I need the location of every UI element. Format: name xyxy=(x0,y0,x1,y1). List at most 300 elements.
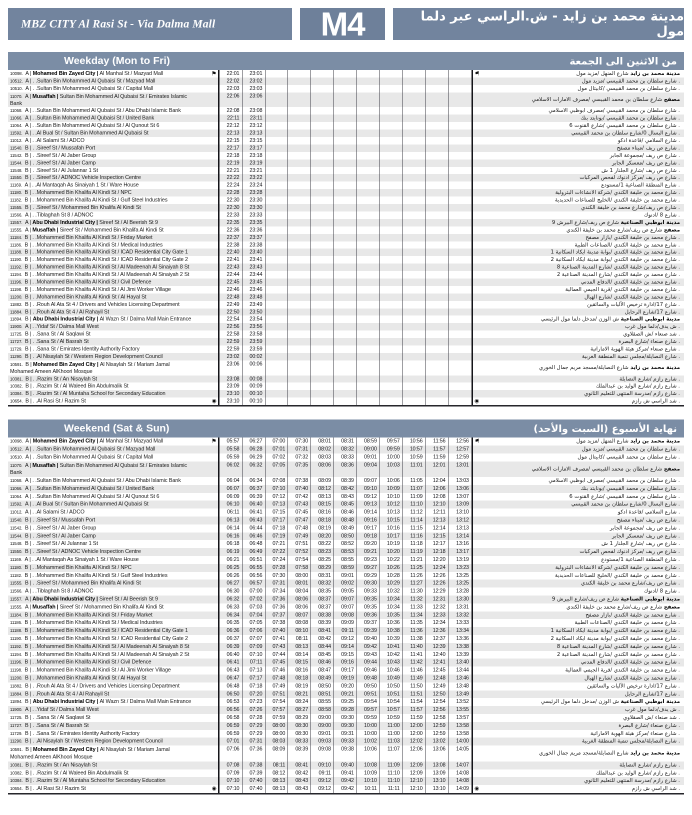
stop-row xyxy=(8,286,684,293)
stop-name: . .Al Mantaqah As Sinaiyah 1 St / Ware House xyxy=(32,556,139,563)
time-cell xyxy=(403,383,426,390)
stop-name: . .Sireef St / Al Jaber Camp xyxy=(32,159,96,166)
time-cell: 06:41 xyxy=(242,509,265,517)
time-cell: 06:04 xyxy=(220,477,243,485)
time-cell: 07:40 xyxy=(242,777,265,785)
time-cell xyxy=(403,167,426,174)
stop-name-arabic-cell xyxy=(473,769,684,777)
stop-name-arabic-cell xyxy=(473,278,684,285)
time-cell: 06:18 xyxy=(220,540,243,548)
stop-name-arabic: . شارع النصايلة/مجلس تنمية المنطقة الغربية xyxy=(581,353,680,360)
stop-id: 11548. xyxy=(10,541,24,547)
stop-direction: B | xyxy=(24,619,33,626)
stop-name-cell xyxy=(8,493,218,501)
stop-name-cell xyxy=(8,301,218,308)
stop-name-arabic-cell xyxy=(473,264,684,271)
stop-row xyxy=(8,85,684,92)
section-label-arabic: من الاثنين الى الجمعة xyxy=(569,55,677,67)
stop-name-cell xyxy=(8,730,218,738)
time-cell: 09:09 xyxy=(334,619,357,627)
zone-name: Mohamed Bin Zayed City | xyxy=(33,361,100,368)
time-cell xyxy=(403,360,426,375)
time-cell: 11:26 xyxy=(403,572,426,580)
time-cell xyxy=(448,278,471,285)
stop-name: . .Razim St / Al Muntaha School for Secondary Education xyxy=(33,390,166,397)
stop-name: Al Manhal St / Mazyad Mall xyxy=(99,438,164,445)
stop-direction: B | xyxy=(24,316,33,323)
time-cell: 23:46 xyxy=(242,286,265,293)
stop-name-arabic: شارع ص ريف/شارع محمد بن خليفة الكندي xyxy=(566,603,663,610)
time-cell: 09:21 xyxy=(334,690,357,698)
time-cell: 07:31 xyxy=(288,445,311,453)
stop-id: 11550. xyxy=(10,175,24,181)
trip-times xyxy=(218,690,473,698)
stop-name-arabic-cell xyxy=(473,286,684,293)
time-cell xyxy=(311,122,334,129)
time-cell: 11:01 xyxy=(403,461,426,477)
stop-name-cell xyxy=(8,219,218,226)
time-cell: 12:04 xyxy=(426,477,449,485)
time-cell xyxy=(288,204,311,211)
stop-name: . .Mohammed Bin Khalifa Al Kindi St / Civil Defence xyxy=(32,659,152,666)
time-cell xyxy=(311,323,334,330)
time-cell: 09:03 xyxy=(311,738,334,746)
stop-direction: A | xyxy=(24,588,33,595)
time-cell: 06:34 xyxy=(242,477,265,485)
time-cell: 10:11 xyxy=(357,785,380,793)
time-cell xyxy=(426,249,449,256)
stop-direction: B | xyxy=(24,730,33,737)
time-cell: 09:44 xyxy=(357,659,380,667)
stop-name-cell xyxy=(8,785,218,793)
stop-direction: B | xyxy=(24,159,33,166)
stop-name-cell xyxy=(8,532,218,540)
stop-name-cell xyxy=(8,308,218,315)
time-cell: 08:18 xyxy=(288,675,311,683)
time-cell: 07:08 xyxy=(220,761,243,769)
stop-direction: A | xyxy=(24,485,33,492)
stop-row xyxy=(8,130,684,137)
stop-id: 11592. xyxy=(10,501,24,507)
time-cell xyxy=(448,249,471,256)
stop-row xyxy=(8,564,684,572)
time-cell xyxy=(265,204,288,211)
stop-name-cell xyxy=(8,174,218,181)
stop-direction: B | xyxy=(24,682,33,689)
time-cell: 10:10 xyxy=(357,777,380,785)
time-cell xyxy=(426,375,449,382)
time-cell: 23:01 xyxy=(242,70,265,77)
trip-times xyxy=(218,438,473,446)
stop-row xyxy=(8,611,684,619)
time-cell xyxy=(265,390,288,397)
time-cell: 12:59 xyxy=(426,730,449,738)
time-cell: 09:37 xyxy=(357,619,380,627)
time-cell xyxy=(357,338,380,345)
stop-id: 11729. xyxy=(10,346,24,352)
time-cell: 08:21 xyxy=(288,690,311,698)
time-cell: 13:46 xyxy=(456,675,469,682)
trip-times xyxy=(218,777,473,785)
time-cell: 22:19 xyxy=(220,159,243,166)
time-cell: 10:46 xyxy=(380,667,403,675)
time-cell: 10:06 xyxy=(357,746,380,762)
time-cell xyxy=(288,144,311,151)
time-cell xyxy=(380,375,403,382)
time-cell: 23:11 xyxy=(242,115,265,122)
time-cell: 07:24 xyxy=(265,556,288,564)
trip-times xyxy=(218,635,473,643)
stop-row xyxy=(8,509,684,517)
zone-name: Mohamed Bin Zayed City | xyxy=(33,746,100,753)
stop-direction: B | xyxy=(24,532,33,539)
time-cell: 22:44 xyxy=(220,271,243,278)
stop-direction: B | xyxy=(24,643,33,650)
time-cell: 09:38 xyxy=(334,746,357,762)
time-cell xyxy=(334,383,357,390)
time-cell xyxy=(426,204,449,211)
stop-name-arabic-cell xyxy=(473,548,684,556)
time-cell xyxy=(357,264,380,271)
time-cell xyxy=(311,137,334,144)
time-cell: 22:06 xyxy=(220,92,243,107)
time-cell xyxy=(334,301,357,308)
stop-name-arabic: . شارع محمد بن خليفة الكندي /بازار مصفح xyxy=(585,611,680,618)
time-cell xyxy=(403,204,426,211)
time-cell: 08:13 xyxy=(311,493,334,501)
stop-name: Al Nisaylah St / Mariam Jamal Mohamed Ameen AlKhoori Mosque xyxy=(10,361,170,375)
stop-direction: B | xyxy=(25,398,34,405)
stop-name-arabic: . شارع سلطان بن محمد القبيسي /كابيتال مول xyxy=(577,85,680,92)
time-cell: 07:28 xyxy=(265,564,288,572)
time-cell: 06:49 xyxy=(242,548,265,556)
time-cell xyxy=(288,137,311,144)
time-cell xyxy=(311,345,334,352)
time-cell: 12:01 xyxy=(426,461,449,477)
stop-name-cell xyxy=(8,682,218,690)
time-cell: 09:39 xyxy=(357,627,380,635)
time-cell: 09:10 xyxy=(311,761,334,769)
time-cell: 09:01 xyxy=(311,730,334,738)
time-cell xyxy=(448,264,471,271)
stop-id: 11884. xyxy=(10,691,24,697)
stop-name-cell xyxy=(8,92,218,107)
trip-times xyxy=(218,453,473,461)
time-cell: 09:00 xyxy=(357,445,380,453)
time-cell xyxy=(288,398,311,405)
trip-times xyxy=(218,271,473,278)
time-cell xyxy=(265,271,288,278)
time-cell: 07:59 xyxy=(265,714,288,722)
time-cell: 09:29 xyxy=(357,572,380,580)
time-cell: 09:33 xyxy=(357,588,380,596)
time-cell: 10:20 xyxy=(380,548,403,556)
time-cell xyxy=(288,152,311,159)
stop-name-cell xyxy=(8,596,218,604)
time-cell: 07:39 xyxy=(242,769,265,777)
time-cell: 22:18 xyxy=(220,152,243,159)
stop-id: 10098. xyxy=(10,438,24,444)
time-cell xyxy=(448,286,471,293)
time-cell xyxy=(426,144,449,151)
stop-name: . .Sireef St / Mohammed Bin Khalifa Al Kindi St xyxy=(32,580,141,587)
time-cell: 11:56 xyxy=(426,438,449,446)
stop-name-cell xyxy=(8,137,218,144)
stop-name-arabic: . شارع 17/ادارة ترخيص الآليات والسائقين xyxy=(587,682,680,689)
time-cell: 07:52 xyxy=(288,548,311,556)
time-cell: 13:16 xyxy=(456,540,469,547)
stop-name-cell xyxy=(8,627,218,635)
time-cell xyxy=(448,152,471,159)
time-cell xyxy=(288,256,311,263)
time-cell xyxy=(357,107,380,114)
time-cell: 13:14 xyxy=(456,532,469,539)
time-cell xyxy=(265,167,288,174)
trip-times xyxy=(218,189,473,196)
time-cell xyxy=(448,360,471,375)
stop-direction: B | xyxy=(24,572,33,579)
time-cell xyxy=(403,77,426,84)
time-cell: 07:40 xyxy=(288,485,311,493)
time-cell: 12:26 xyxy=(426,580,449,588)
time-cell: 06:59 xyxy=(220,730,243,738)
stop-name-arabic: . شارع ص ريف /شارع الجلنار 1 ش xyxy=(601,540,680,547)
stop-row xyxy=(8,256,684,263)
time-cell: 08:53 xyxy=(334,548,357,556)
stop-name-cell xyxy=(8,667,218,675)
time-cell xyxy=(448,226,471,233)
time-cell xyxy=(357,85,380,92)
stop-row xyxy=(8,345,684,352)
stop-name: . .Rouh Al Ata St 4 / Al Rahayil St xyxy=(32,690,109,697)
stop-id: 10654. xyxy=(10,398,24,404)
time-cell: 07:02 xyxy=(265,453,288,461)
time-cell: 08:30 xyxy=(288,722,311,730)
time-cell: 13:25 xyxy=(456,580,469,587)
stop-name: . .Mohammed Bin Khalifa Al Kindi St / Friday Market xyxy=(32,611,153,618)
trip-times xyxy=(218,493,473,501)
time-cell: 13:25 xyxy=(456,572,469,579)
trip-times xyxy=(218,174,473,181)
time-cell: 06:36 xyxy=(220,627,243,635)
time-cell xyxy=(311,301,334,308)
trip-times xyxy=(218,211,473,218)
time-cell: 07:23 xyxy=(242,698,265,706)
stop-name: . .Al Salami St / ADCO xyxy=(32,509,85,516)
stop-row xyxy=(8,438,684,446)
trip-times xyxy=(218,77,473,84)
stop-direction: A | xyxy=(24,603,33,610)
stop-name-arabic-cell xyxy=(473,204,684,211)
stop-name-cell xyxy=(8,738,218,746)
trip-times xyxy=(218,286,473,293)
time-cell xyxy=(334,241,357,248)
time-cell xyxy=(380,308,403,315)
time-cell: 13:23 xyxy=(456,564,469,571)
stop-direction: B | xyxy=(24,197,33,204)
time-cell: 23:28 xyxy=(242,189,265,196)
stop-name-cell xyxy=(8,338,218,345)
time-cell: 08:31 xyxy=(311,572,334,580)
stop-direction: B | xyxy=(25,361,34,368)
time-cell: 13:58 xyxy=(456,730,469,737)
time-cell xyxy=(357,293,380,300)
time-cell: 07:00 xyxy=(265,438,288,446)
stop-name-arabic-cell xyxy=(473,152,684,159)
time-cell: 08:48 xyxy=(334,517,357,525)
time-cell: 08:13 xyxy=(288,643,311,651)
time-cell: 06:35 xyxy=(220,619,243,627)
stop-direction: B | xyxy=(24,174,33,181)
stop-name-arabic: . شارع محمد بن خليفة الكندي /الدفاع المدني xyxy=(580,659,680,666)
time-cell xyxy=(403,144,426,151)
time-cell: 07:37 xyxy=(265,611,288,619)
stop-name-arabic-cell xyxy=(473,761,684,769)
time-cell: 06:40 xyxy=(242,501,265,509)
time-cell xyxy=(426,316,449,323)
time-cell: 12:45 xyxy=(426,667,449,675)
stop-name-arabic: . شارع محمد بن خليفة الكندي /قرية الجيمي العمالية xyxy=(565,286,680,293)
stop-name-arabic-cell xyxy=(473,706,684,714)
time-cell xyxy=(334,293,357,300)
time-cell: 11:57 xyxy=(403,706,426,714)
time-cell xyxy=(265,92,288,107)
time-cell: 10:17 xyxy=(380,532,403,540)
trip-times xyxy=(218,706,473,714)
time-cell: 06:27 xyxy=(220,580,243,588)
stop-row xyxy=(8,588,684,596)
stop-row xyxy=(8,234,684,241)
time-cell: 06:25 xyxy=(220,564,243,572)
time-cell: 13:58 xyxy=(456,722,469,729)
time-cell xyxy=(426,241,449,248)
stop-name: . .Mohammed Bin Khalifa Al Kindi St / Al Hayal St xyxy=(32,293,147,300)
time-cell: 07:11 xyxy=(242,659,265,667)
time-cell: 23:38 xyxy=(242,241,265,248)
stop-name-cell xyxy=(8,453,218,461)
stop-name-arabic-cell xyxy=(473,556,684,564)
time-cell: 00:10 xyxy=(242,398,265,405)
time-cell xyxy=(403,278,426,285)
time-cell: 08:37 xyxy=(311,603,334,611)
time-cell: 08:45 xyxy=(311,651,334,659)
stop-name-cell xyxy=(8,556,218,564)
time-cell: 09:19 xyxy=(334,675,357,683)
time-cell xyxy=(426,107,449,114)
time-cell: 13:12 xyxy=(456,517,469,524)
time-cell xyxy=(426,152,449,159)
stop-name-arabic-cell xyxy=(473,383,684,390)
time-cell xyxy=(448,137,471,144)
time-cell xyxy=(334,353,357,360)
stop-name-arabic-cell xyxy=(473,501,684,509)
time-cell: 09:30 xyxy=(334,722,357,730)
time-cell xyxy=(288,271,311,278)
time-cell: 09:00 xyxy=(311,714,334,722)
stop-name-arabic: . شارع محمد بن خليفة الكندي /قرية الجيمي العمالية xyxy=(565,667,680,674)
trip-times xyxy=(218,651,473,659)
time-cell: 08:04 xyxy=(288,588,311,596)
stop-name-cell xyxy=(8,651,218,659)
time-cell xyxy=(403,390,426,397)
stop-name: . .Mohammed Bin Khalifa Al Kindi St / ICAD Residential City Gate 1 xyxy=(32,627,188,634)
time-cell: 11:49 xyxy=(403,675,426,683)
time-cell: 08:13 xyxy=(265,777,288,785)
stop-name-arabic-cell xyxy=(473,722,684,730)
stop-row xyxy=(8,375,684,382)
time-cell: 09:07 xyxy=(334,603,357,611)
time-cell: 09:10 xyxy=(357,485,380,493)
time-cell xyxy=(380,204,403,211)
time-cell: 06:33 xyxy=(220,603,243,611)
time-cell: 09:50 xyxy=(357,682,380,690)
stop-name-arabic: . شارع صنعاء /مركز هيئة الهوية الاماراتية xyxy=(590,345,680,352)
trip-times xyxy=(218,345,473,352)
stop-name-arabic-cell xyxy=(473,738,684,746)
trip-times xyxy=(218,70,473,77)
time-cell xyxy=(448,271,471,278)
stop-name-arabic-cell xyxy=(473,197,684,204)
time-cell xyxy=(426,264,449,271)
time-cell: 11:54 xyxy=(403,698,426,706)
time-cell: 07:58 xyxy=(288,564,311,572)
stop-name-arabic-cell xyxy=(473,345,684,352)
header xyxy=(0,0,692,43)
time-cell xyxy=(357,92,380,107)
time-cell: 13:48 xyxy=(456,682,469,689)
trip-times xyxy=(218,338,473,345)
time-cell: 06:11 xyxy=(220,509,243,517)
time-cell: 12:06 xyxy=(426,485,449,493)
time-cell xyxy=(311,331,334,338)
time-cell: 09:05 xyxy=(334,588,357,596)
time-cell: 09:43 xyxy=(357,651,380,659)
time-cell xyxy=(357,211,380,218)
time-cell xyxy=(288,70,311,77)
time-cell xyxy=(403,331,426,338)
time-cell: 13:01 xyxy=(456,461,469,468)
time-cell xyxy=(380,144,403,151)
time-cell: 07:49 xyxy=(265,682,288,690)
time-cell: 12:33 xyxy=(426,611,449,619)
time-cell: 11:11 xyxy=(380,785,403,793)
stop-name: Al Nisaylah St / Mariam Jamal Mohamed Ameen AlKhoori Mosque xyxy=(10,746,170,760)
zone-name: Musaffah | xyxy=(32,462,60,469)
time-cell xyxy=(265,226,288,233)
trip-times xyxy=(218,761,473,769)
time-cell: 07:28 xyxy=(242,714,265,722)
time-cell: 22:30 xyxy=(220,197,243,204)
time-cell: 09:12 xyxy=(311,777,334,785)
zone-name-arabic: مدينة محمد بن زايد xyxy=(628,70,680,77)
stop-direction: B | xyxy=(24,167,33,174)
start-flag-icon: ⚑ xyxy=(211,70,217,77)
time-cell: 10:00 xyxy=(380,453,403,461)
time-cell: 08:39 xyxy=(288,746,311,762)
time-cell xyxy=(403,115,426,122)
time-cell: 08:44 xyxy=(311,643,334,651)
time-cell: 08:43 xyxy=(288,777,311,785)
trip-times xyxy=(218,485,473,493)
time-cell xyxy=(426,308,449,315)
time-cell: 10:15 xyxy=(380,517,403,525)
time-cell: 23:15 xyxy=(242,137,265,144)
time-cell xyxy=(288,331,311,338)
stop-direction: B | xyxy=(24,659,33,666)
route-badge xyxy=(300,5,385,43)
time-cell: 11:07 xyxy=(380,746,403,762)
time-cell xyxy=(265,360,288,375)
